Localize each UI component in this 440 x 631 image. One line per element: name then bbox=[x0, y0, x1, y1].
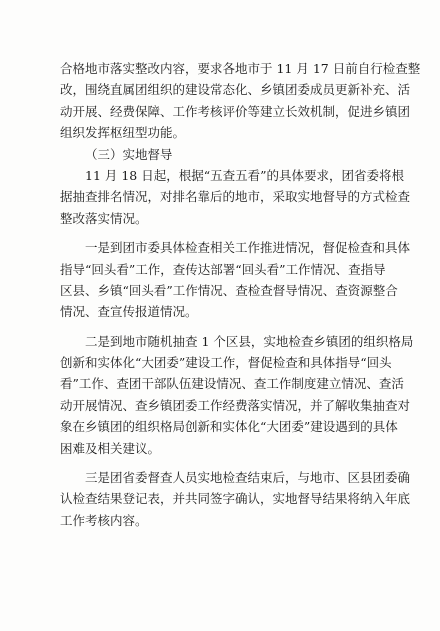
text-line: 工作考核内容。 bbox=[60, 512, 148, 528]
text-line: 三是团省委督查人员实地检查结束后，与地市、区县团委确 bbox=[85, 470, 411, 486]
text-line: 区县、乡镇“回头看”工作情况、查检查督导情况、查资源整合 bbox=[60, 282, 398, 298]
text-line: 困难及相关建议。 bbox=[60, 440, 161, 456]
text-line: 11 月 18 日起，根据“五查五看”的具体要求，团省委将根 bbox=[85, 167, 405, 183]
section-heading-text: （三）实地督导 bbox=[85, 146, 173, 162]
text-line: 二是到地市随机抽查 1 个区县，实地检查乡镇团的组织格局 bbox=[85, 333, 414, 349]
text-line: 情况、查宣传报道情况。 bbox=[60, 304, 198, 320]
text-line: 认检查结果登记表，并共同签字确认，实地督导结果将纳入年底 bbox=[60, 491, 411, 507]
text-line: 改，围绕直属团组织的建设常态化、乡镇团委成员更新补充、活 bbox=[60, 82, 411, 98]
text-line: 合格地市落实整改内容，要求各地市于 11 月 17 日前自行检查整 bbox=[60, 61, 421, 76]
paragraph bbox=[60, 467, 411, 531]
text-line: 指导“回头看”工作，查传达部署“回头看”工作情况、查指导 bbox=[60, 261, 386, 277]
text-line: 组织发挥枢纽型功能。 bbox=[60, 125, 186, 141]
text-line: 整改落实情况。 bbox=[60, 210, 148, 226]
text-line: 创新和实体化“大团委”建设工作，督促检查和具体指导“回头 bbox=[60, 355, 392, 371]
paragraph bbox=[60, 58, 421, 144]
paragraph bbox=[60, 165, 411, 229]
text-line: 看”工作、查团干部队伍建设情况、查工作制度建立情况、查活 bbox=[60, 376, 404, 392]
text-line: 一是到团市委具体检查相关工作推进情况，督促检查和具体 bbox=[85, 240, 411, 256]
text-line: 据抽查排名情况，对排名靠后的地市，采取实地督导的方式检查 bbox=[60, 189, 411, 205]
paragraph bbox=[60, 237, 411, 323]
text-line: 象在乡镇团的组织格局创新和实体化“大团委”建设遇到的具体 bbox=[60, 419, 398, 435]
document-body bbox=[60, 58, 421, 531]
text-line: 动开展、经费保障、工作考核评价等建立长效机制，促进乡镇团 bbox=[60, 103, 411, 119]
paragraph bbox=[60, 331, 414, 459]
section-heading bbox=[60, 144, 382, 165]
text-line: 动开展情况、查乡镇团委工作经费落实情况，并了解收集抽查对 bbox=[60, 397, 411, 413]
